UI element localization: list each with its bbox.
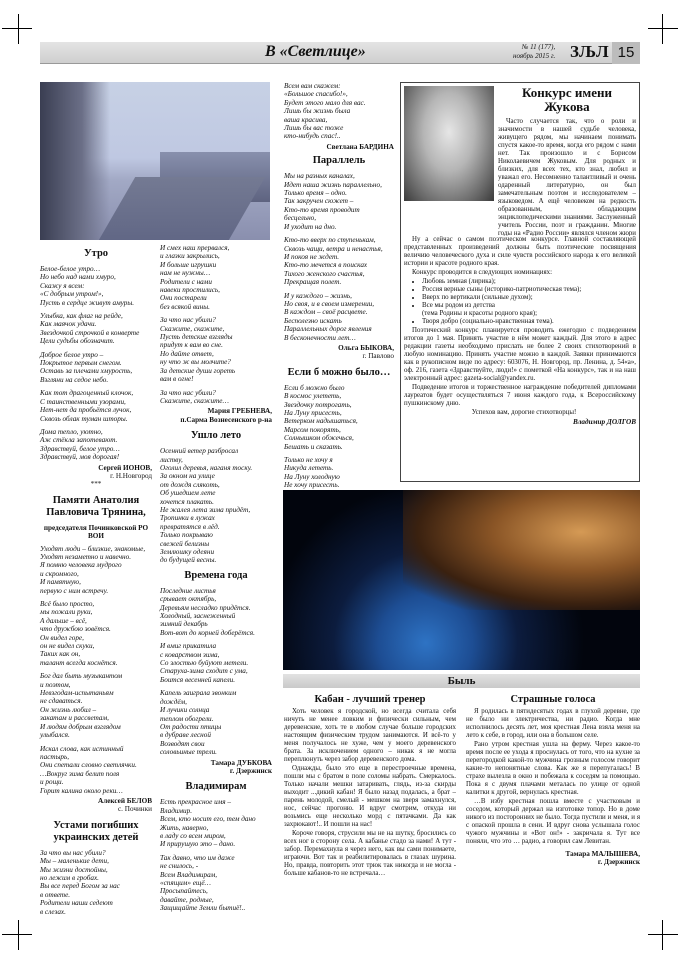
author-place: г. Павлово [362, 352, 394, 361]
column-2 [160, 244, 272, 918]
stanza: Если б можно было В космос улететь, Звездочку потрогать, На Луну присесть, Ветерком надышаться, Марсом покорять, Солнышком обжечься, Бешать и сказать. [284, 383, 358, 451]
earth-eye-photo [283, 490, 640, 670]
winter-road-photo [40, 82, 270, 240]
author-name: Тамара МАЛЫШЕВА, [565, 850, 640, 858]
story-1: Хоть человек я городской, но всегда считала себя ничуть не менее ловким и физически сильным, чем деревенские, хоть те в любом случае больше городских настоящим физическим трудом занимаются. И всё-то у меня получалось не хуже, чем у моего деревенского брата. За исключением одного – никак я не могла переплюнуть через забор деревенского дома. Однажды, было это еще в перестроечные времена, пошли мы с братом в поле соломы набрать. Смеркалось. Только начали мешки затаривать, глядь, из-за скирды выходит ...дикий кабан! Я было назад подалась, а брат – парень молодой, смелый - мешком на зверя замахнулся, нос, сейчас прогоню. И вдруг смотрим, откуда ни возьмись еще несколько морд с пятачками. Да как захрюкают!.. И пошли на нас! Короче говоря, струсили мы не на шутку, бросились со всех ног в сторону села. А кабанье стадо за нами! А тут - забор. Перемахнула я через него, как вы сами понимаете, играючи. Вот так и реабилитировалась в глазах шурина. Но, правда, повторить этот трюк так никогда и не могла - больше кабанов-то не встречала… [284, 708, 456, 877]
nomination-item: • Вверх по вертикали (сильные духом); [422, 294, 636, 302]
stanza: Есть прекрасное имя – Владимир. Всем, кто носит его, тем дано Жить, наверно, в ладу со всем миром, И прирушую это – дано. [160, 798, 256, 849]
contest-title: Конкурс имени Жукова [522, 85, 612, 114]
stanza: Всем вам скажем: «Большое спасибо!», Будет этого мало для вас. Лишь бы жизнь была ваша красива, Лишь бы вас тоже кто-нибудь спас!.. [284, 82, 366, 141]
poem-title: Владимирам [185, 781, 247, 793]
stanza: И вмиг прикатила с коварством зима, Со злостью буйуют метели. Старуха-зима сходит с ума, Боится весенней капели. [160, 642, 249, 684]
section-title: В «Светлице» [265, 43, 366, 60]
poem-title: Утро [83, 248, 109, 259]
poem-title: Памяти Анатолия Павловича Трянина, [46, 494, 146, 518]
crop-mark [662, 14, 663, 44]
crop-mark [18, 14, 19, 44]
separator: *** [90, 480, 102, 489]
stanza: Искал слова, как истинный пастырь, Они спетали словно светлячки. …Вокруг зима белит поля и рощи. Горит калина около реки… [40, 744, 137, 795]
stanza: За что нас убили? Скажите, скажите, Пусть детские взгляды придут к вам во сне. Но дайте ответ, ну что ж вы молчите? За детские души гореть вам в огне! [160, 316, 236, 384]
crop-mark [2, 934, 32, 935]
column-1 [40, 244, 152, 921]
issue-info: № 11 (177), ноябрь 2015 г. [513, 43, 556, 60]
author-place: п.Сарма Вознесенского р-на [180, 415, 272, 424]
stanza: За что нас убили? Скажите, скажите… [160, 388, 229, 405]
crop-mark [648, 934, 678, 935]
story-2: Я родилась в пятидесятых годах в глухой деревне, где не было ни электричества, ни радио. Когда мне исполнилось десять лет, моя крестная Лена взяла меня на лето к себе, в город, или она в большом селе. Рано утром крестная ушла на ферму. Через какое-то время после ее ухода я проснулась от того, что на кухне за перегородкой какой-то мужчина грозным голосом говорит какие-то непонятные слова. Как же я перепугалась! В страхе вылезла в окно и побежала к соседям за помощью. Пока я с двумя плачами металась по улице от одной калитки к другой, вернулась крестная. …В избу крестная пошла вместе с участковым и соседом, который держал на изготовке топор. Но в доме никого из посторонних не было. Тогда пустили и меня, и я с опаской прошла в сени. И вдруг снова услышала голос чужого мужчины и «Вот он!» - закричала я. Тут все поняли, что это … радио, а говорил сам Левитан. Тамара МАЛЫШЕВА, г. Дзержинск [466, 708, 640, 867]
nomination-item: • Все мы родом из детства (тема Родины и красоты родного края); [422, 302, 636, 318]
nomination-item: • Любовь земная (лирика); [422, 278, 636, 286]
author-name: Светлана БАРДИНА [326, 142, 394, 151]
poem-title: Времена года [184, 569, 248, 581]
page-header [40, 42, 640, 64]
poem-title: Параллель [312, 155, 366, 167]
stanza: Улыбка, как флаг на рейде, Как маячок удачи. Звездочкой строчкой в конверте Цели судьбы обозначит. [40, 312, 140, 346]
stanza: И у каждого – жизнь, Но своя, и в своем измерении, В каждом – своё расцвете. Бесполезно искать Параллельных дорог явления В бесконечности лет… [284, 291, 375, 342]
stanza: Последние листья срывает октябрь, Деревьям несладко придётся. Холодный, заснеженный зимний декабрь Вот-вот до корней доберётся. [160, 586, 255, 637]
newspaper-logo: ЗЉЛ [570, 42, 609, 61]
author-name: Сергей ИОНОВ, [98, 463, 152, 472]
author-place: г. Дзержинск [229, 766, 272, 775]
author-name: Мария ГРЕБНЕВА, [207, 407, 272, 416]
author-place: с. Починки [117, 805, 152, 814]
poem-title: Устами погибших украинских детей [53, 819, 139, 843]
author-place: г. Дзержинск [597, 858, 640, 867]
stanza: Уходят люди – близкие, знакомые, Уходят незаметно и навечно. Я помню человека мудрого и скромного, И памятную, первую с ним встречу. [40, 544, 146, 595]
stanza: За что вы нас убили? Мы – маленькие дети, Мы жизни достойны, но лежим в гробах. Вы все перед Богом за нас в ответе. Родители наши седеют в слезах. [40, 848, 120, 916]
portrait-photo [404, 86, 494, 201]
stanza: Всё было просто, мы пожали руки, А дальше – всё, что дружбою зовётся. Он видел горе, он не видел скуки, Таких как он, талант всегда коснётся. [40, 600, 118, 667]
stanza: И смех наш прервался, и глазки закрылись, И больше игрушки нам не нужны… Родители с нами навеки простились, Они постарели без всякой вины. [160, 244, 230, 311]
poem-title: Если б можно было… [287, 366, 391, 378]
nomination-item: • Творя добро (социально-нравственная тема). [422, 318, 636, 326]
crop-mark [18, 920, 19, 950]
stanza: Так давно, что им даже не снилось, - Всем Владимирам, «спящим» ещё… Просыпайтесь, давайте, родные, Защищайте Земли бытиё!.. [160, 853, 246, 913]
stanza: Только не хочу я Никуда лететь. На Луну холодную Не хочу присесть. [284, 456, 340, 490]
stanza: Мы на разных каналах, Идет наша жизнь параллельно, Только время – одно. Так закручен сюжет – Кто-то время проводит бесцельно, И уходит на дно. [284, 172, 382, 231]
stanza: Белое-белое утро… Но небо над нами хмуро, Скажу я всем: «С добрым утром!», Пусть в сердце живут амуры. [40, 265, 135, 307]
story-title: Страшные голоса [510, 694, 596, 705]
page-number: 15 [612, 42, 640, 64]
stanza: Дома тепло, уютно, Аж стёкла запотевают. Здравствуй, белое утро… Здравствуй, моя дорогая! [40, 427, 120, 462]
nomination-item: • Россия верные сыны (историко-патриотическая тема); [422, 286, 636, 294]
crop-mark [2, 28, 32, 29]
stanza: Бог дал быть музыкантом и поэтом, Невзгодам-испытаньям не сдаваться. Он жизнь любил – закатам и рассветам, И людям добрым взглядом улыбался. [40, 672, 123, 740]
stanza: Как тот драгоценный клочок, С таинственными узорами, Нет-нет да пробьётся лучок, Сквозь облак туман шторы. [40, 389, 134, 423]
dedication: председателя Починковской РО ВОИ [43, 523, 149, 541]
poem-title: Ушло лето [190, 430, 242, 442]
story-title: Кабан - лучший тренер [314, 694, 426, 705]
contest-intro: Часто случается так, что о роли и значимости в нашей судьбе человека, живущего рядом, мы начинаем понимать спустя какое-то время, когда его рядом с нами нет. Так произошло и с Борисом Николаевичем Жуковым. Для родных и близких, для всех тех, кто знал, любил и уважал его. Несомненно талантливый и очень одаренный литературно, он был замечательным поэтом и исследователем – языковедом. А ещё человеком на редкость образованным, обладающим энциклопедическими знаниями. Заслуженный учитель России, поэт и гражданин. Многие годы на «Радио России» являлся членом жюри [498, 118, 636, 236]
author-place: г. Н.Новгород [110, 471, 152, 480]
stanza: Капель заиграла звонким дождём, И лучики солнца теплом обогрели. От радости птицы в дубраве лесной Возводят свои соловьиные трели. [160, 689, 237, 757]
crop-mark [662, 920, 663, 950]
crop-mark [648, 28, 678, 29]
author-name: Алексей БЕЛОВ [98, 796, 152, 805]
section-band: Быль [283, 674, 640, 688]
stanza: Доброе белое утро – Покрытое первым снегом. Оставь за плечами хмурость, Взгляни на седое небо. [40, 350, 133, 384]
author-name: Тамара ДУБКОВА [210, 758, 272, 767]
author-name: Владимир ДОЛГОВ [572, 418, 636, 426]
contest-text: Ну а сейчас о самом поэтическом конкурсе. Главной составляющей представленных произведений должны быть поэтические посвящения величию человеческого духа и силе чувств российского народа к его великой истории и красоте родного края. Конкурс проводится в следующих номинациях: • Любовь земная (лирика); • Россия верные сыны (историко-патриотическая тема); • Вверх по вертикали (сильные духом); • Все мы родом из детства (тема Родины и красоты родного края); • Творя добро (социально-нравственная тема). Поэтический конкурс планируется проводить ежегодно с подведением итогов до 1 мая. Принять участие в нём может каждый. Для этого в адрес редакции газеты необходимо прислать не более 2 своих стихотворений в любую номинацию. Принять участие можно в каждой. Заявки принимаются как в рукописном виде по адресу: 603076, Н. Новгород, пр. Ленина, д. 54«а», оф. 216, газета «Здравствуйте, люди!» с пометкой «На конкурс», так и на наш электронный адрес: gazeta-social@yandex.ru. Подведение итогов и торжественное награждение победителей дипломами лауреатов будет осуществляться 7 июня каждого года, к Всероссийскому пушкинскому дню. Успехов вам, дорогие стихотворцы! Владимир ДОЛГОВ [404, 236, 636, 426]
nominations-list [422, 278, 636, 326]
stanza: Осенний ветер разбросал листву, Оголил деревья, наганя тоску. За окном на улице от дождя слякоть, Об ушедшем лете хочется плакать. Не жалея лета зима придёт, Тропинки в лужах превратятся в лёд. Только покрываю свежей белизны Землюшку одеяни до будущей весны. [160, 447, 253, 565]
author-name: Ольга БЫКОВА, [338, 343, 394, 352]
stanza: Кто-то вверх по ступенькам, Сквозь чащи, ветра и ненастья, И покоя не ждет. Кто-то мечется в поисках Тихого женского счастья, Прекращая полет. [284, 236, 383, 287]
